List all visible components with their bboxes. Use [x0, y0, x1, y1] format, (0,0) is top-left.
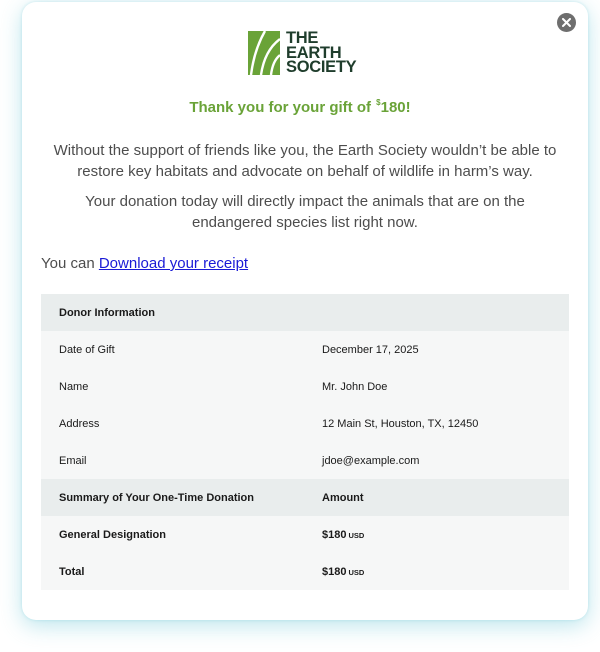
- currency-symbol: $: [376, 98, 381, 107]
- amount-value: $180: [322, 528, 347, 541]
- receipt-prefix: You can: [41, 255, 99, 272]
- donor-info-title: Donor Information: [59, 306, 155, 319]
- row-label: Total: [59, 565, 85, 578]
- row-value: Mr. John Doe: [322, 380, 388, 393]
- gift-amount: 180!: [380, 99, 411, 116]
- table-row: [41, 442, 569, 479]
- thank-you-prefix: Thank you for your gift of: [189, 99, 376, 116]
- receipt-line: [41, 255, 248, 272]
- logo-line-1: THE: [286, 29, 319, 47]
- total-row: [41, 553, 569, 590]
- amount-value: $180: [322, 565, 347, 578]
- table-row: [41, 331, 569, 368]
- impact-message: Your donation today will directly impact the animals that are on the endangered species list right now.: [85, 193, 525, 231]
- logo-line-2: EARTH: [286, 43, 342, 62]
- row-value: [322, 566, 569, 578]
- row-value: [322, 529, 569, 541]
- leaf-logo-icon: [248, 31, 280, 75]
- row-value: December 17, 2025: [322, 343, 419, 356]
- row-value: 12 Main St, Houston, TX, 12450: [322, 417, 479, 430]
- row-label: Address: [59, 417, 100, 430]
- close-icon: [562, 18, 571, 27]
- table-row: [41, 516, 569, 553]
- donation-details-table: [41, 294, 569, 590]
- close-button[interactable]: [557, 13, 576, 32]
- donor-info-header: [41, 294, 569, 331]
- row-value: jdoe@example.com: [322, 454, 420, 467]
- currency-code: USD: [348, 530, 365, 540]
- earth-society-logo: [248, 31, 356, 75]
- thank-you-heading: [0, 98, 600, 116]
- support-message: Without the support of friends like you, the Earth Society wouldn’t be able to restore key habitats and advocate on behalf of wildlife in harm’s way.: [53, 142, 557, 180]
- logo-line-3: SOCIETY: [286, 58, 357, 76]
- currency-code: USD: [348, 567, 365, 577]
- row-label: General Designation: [59, 528, 166, 541]
- table-row: [41, 405, 569, 442]
- download-receipt-link[interactable]: Download your receipt: [98, 255, 249, 272]
- table-row: [41, 368, 569, 405]
- logo-wordmark: [286, 31, 356, 75]
- row-label: Date of Gift: [59, 343, 115, 356]
- row-label: Name: [59, 380, 89, 393]
- amount-column-title: Amount: [322, 491, 364, 504]
- summary-header: [41, 479, 569, 516]
- summary-title: Summary of Your One-Time Donation: [59, 491, 254, 504]
- row-label: Email: [59, 454, 87, 467]
